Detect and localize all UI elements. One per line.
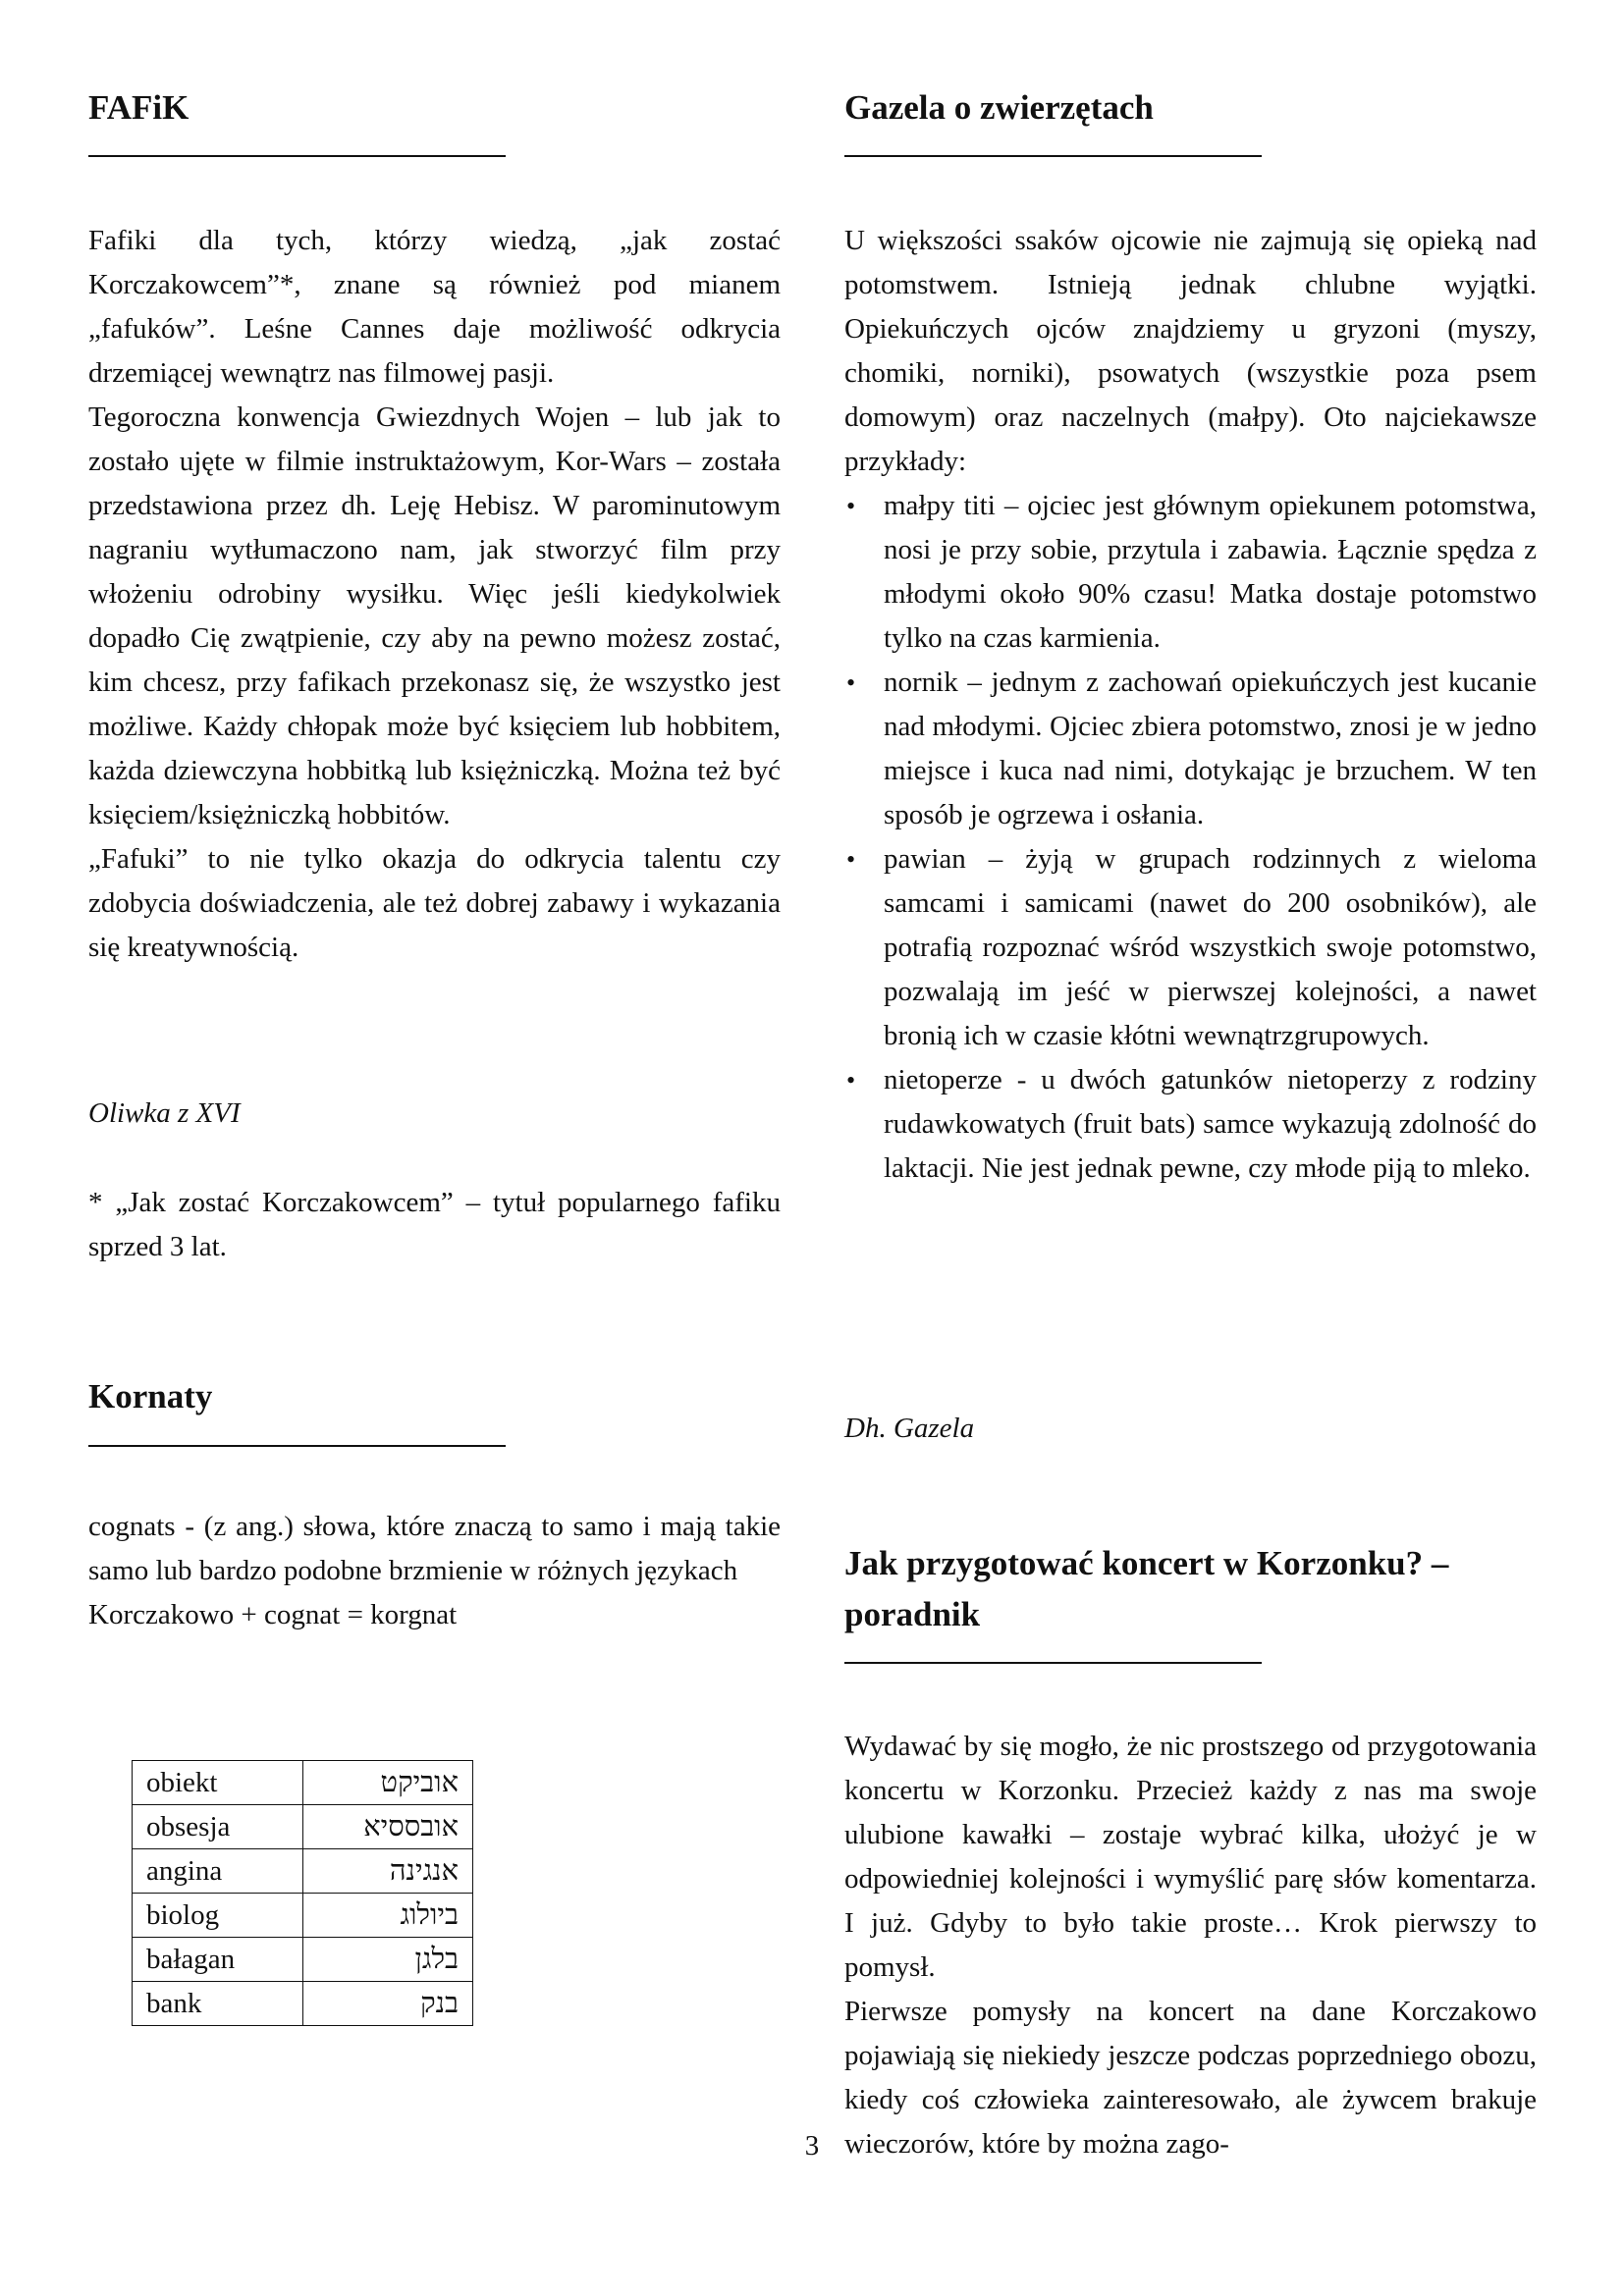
table-row bbox=[133, 1849, 473, 1894]
table-row bbox=[133, 1894, 473, 1938]
fafik-body bbox=[88, 219, 781, 970]
fafik-paragraph: Fafiki dla tych, którzy wiedzą, „jak zostać Korczakowcem”*, znane są również pod mianem „fafuków”. Leśne Cannes daje możliwość odkrycia drzemiącej wewnątrz nas filmowej pasji. bbox=[88, 225, 781, 389]
list-item: • nornik – jednym z zachowań opiekuńczych jest kucanie nad młodymi. Ojciec zbiera potomstwo, znosi je w jedno miejsce i kuca nad nimi, dotykając je brzuchem. W ten sposób je ogrzewa i osłania. bbox=[844, 661, 1537, 837]
hebrew-word: ביולוג bbox=[302, 1894, 473, 1938]
gazela-body bbox=[844, 219, 1537, 1191]
hebrew-word: בנק bbox=[302, 1982, 473, 2026]
gazela-signature: Dh. Gazela bbox=[844, 1413, 975, 1444]
hebrew-word: אנגינה bbox=[302, 1849, 473, 1894]
kornaty-title-rule bbox=[88, 1445, 506, 1447]
animal-examples-list bbox=[844, 484, 1537, 1191]
list-item: • nietoperze - u dwóch gatunków nietoperzy z rodziny rudawkowatych (fruit bats) samce wykazują zdolność do laktacji. Nie jest jednak pewne, czy młode piją to mleko. bbox=[844, 1058, 1537, 1191]
list-item: • pawian – żyją w grupach rodzinnych z wieloma samcami i samicami (nawet do 200 osobników), ale potrafią rozpoznać wśród wszystkich swoje potomstwo, pozwalają im jeść w pierwszej kolejności, a nawet bronią ich w czasie kłótni wewnątrzgrupowych. bbox=[844, 837, 1537, 1058]
polish-word: obsesja bbox=[133, 1805, 303, 1849]
polish-word: biolog bbox=[133, 1894, 303, 1938]
koncert-title: Jak przygotować koncert w Korzonku? – poradnik bbox=[844, 1544, 1449, 1633]
fafik-signature: Oliwka z XVI bbox=[88, 1097, 241, 1129]
kornaty-title: Kornaty bbox=[88, 1377, 213, 1415]
kornaty-paragraph: Korczakowo + cognat = korgnat bbox=[88, 1599, 458, 1630]
fafik-footnote: * „Jak zostać Korczakowcem” – tytuł popularnego fafiku sprzed 3 lat. bbox=[88, 1187, 781, 1262]
hebrew-word: אובססיא bbox=[302, 1805, 473, 1849]
koncert-paragraph: Pierwsze pomysły na koncert na dane Korczakowo pojawiają się niekiedy jeszcze podczas poprzedniego obozu, kiedy coś człowieka zainteresowało, ale żywcem brakuje wieczorów, które by można zago- bbox=[844, 1996, 1537, 2160]
table-row bbox=[133, 1805, 473, 1849]
kornaty-body bbox=[88, 1505, 781, 1637]
koncert-paragraph: Wydawać by się mogło, że nic prostszego od przygotowania koncertu w Korzonku. Przecież każdy z nas ma swoje ulubione kawałki – zostaje wybrać kilka, ułożyć je w odpowiedniej kolejności i wymyślić parę słów komentarza. I już. Gdyby to było takie proste… Krok pierwszy to pomysł. bbox=[844, 1731, 1537, 1983]
kornaty-paragraph: cognats - (z ang.) słowa, które znaczą to samo i mają takie samo lub bardzo podobne brzmienie w różnych językach bbox=[88, 1511, 781, 1586]
list-item: • małpy titi – ojciec jest głównym opiekunem potomstwa, nosi je przy sobie, przytula i zabawia. Łącznie spędza z młodymi około 90% czasu! Matka dostaje potomstwo tylko na czas karmienia. bbox=[844, 484, 1537, 661]
gazela-title-rule bbox=[844, 155, 1262, 157]
polish-word: bank bbox=[133, 1982, 303, 2026]
polish-word: bałagan bbox=[133, 1938, 303, 1982]
gazela-title: Gazela o zwierzętach bbox=[844, 88, 1154, 127]
page-number: 3 bbox=[804, 2130, 820, 2162]
fafik-title: FAFiK bbox=[88, 88, 189, 127]
table-row bbox=[133, 1761, 473, 1805]
koncert-title-rule bbox=[844, 1662, 1262, 1664]
polish-word: angina bbox=[133, 1849, 303, 1894]
fafik-title-rule bbox=[88, 155, 506, 157]
gazela-intro: U większości ssaków ojcowie nie zajmują się opieką nad potomstwem. Istnieją jednak chlubne wyjątki. Opiekuńczych ojców znajdziemy u gryzoni (myszy, chomiki, norniki), psowatych (wszystkie poza psem domowym) oraz naczelnych (małpy). Oto najciekawsze przykłady: bbox=[844, 225, 1537, 477]
table-row bbox=[133, 1982, 473, 2026]
fafik-paragraph: „Fafuki” to nie tylko okazja do odkrycia talentu czy zdobycia doświadczenia, ale też dobrej zabawy i wykazania się kreatywnością. bbox=[88, 843, 781, 963]
cognates-table bbox=[132, 1760, 473, 2026]
fafik-paragraph: Tegoroczna konwencja Gwiezdnych Wojen – lub jak to zostało ujęte w filmie instruktażowym, Kor-Wars – została przedstawiona przez dh. Leję Hebisz. W parominutowym nagraniu wytłumaczono nam, jak stworzyć film przy włożeniu odrobiny wysiłku. Więc jeśli kiedykolwiek dopadło Cię zwątpienie, czy aby na pewno możesz zostać, kim chcesz, przy fafikach przekonasz się, że wszystko jest możliwe. Każdy chłopak może być księciem lub hobbitem, każda dziewczyna hobbitką lub księżniczką. Można też być księciem/księżniczką hobbitów. bbox=[88, 401, 781, 830]
polish-word: obiekt bbox=[133, 1761, 303, 1805]
hebrew-word: אוביקט bbox=[302, 1761, 473, 1805]
table-row bbox=[133, 1938, 473, 1982]
hebrew-word: בלגן bbox=[302, 1938, 473, 1982]
koncert-body bbox=[844, 1725, 1537, 2166]
